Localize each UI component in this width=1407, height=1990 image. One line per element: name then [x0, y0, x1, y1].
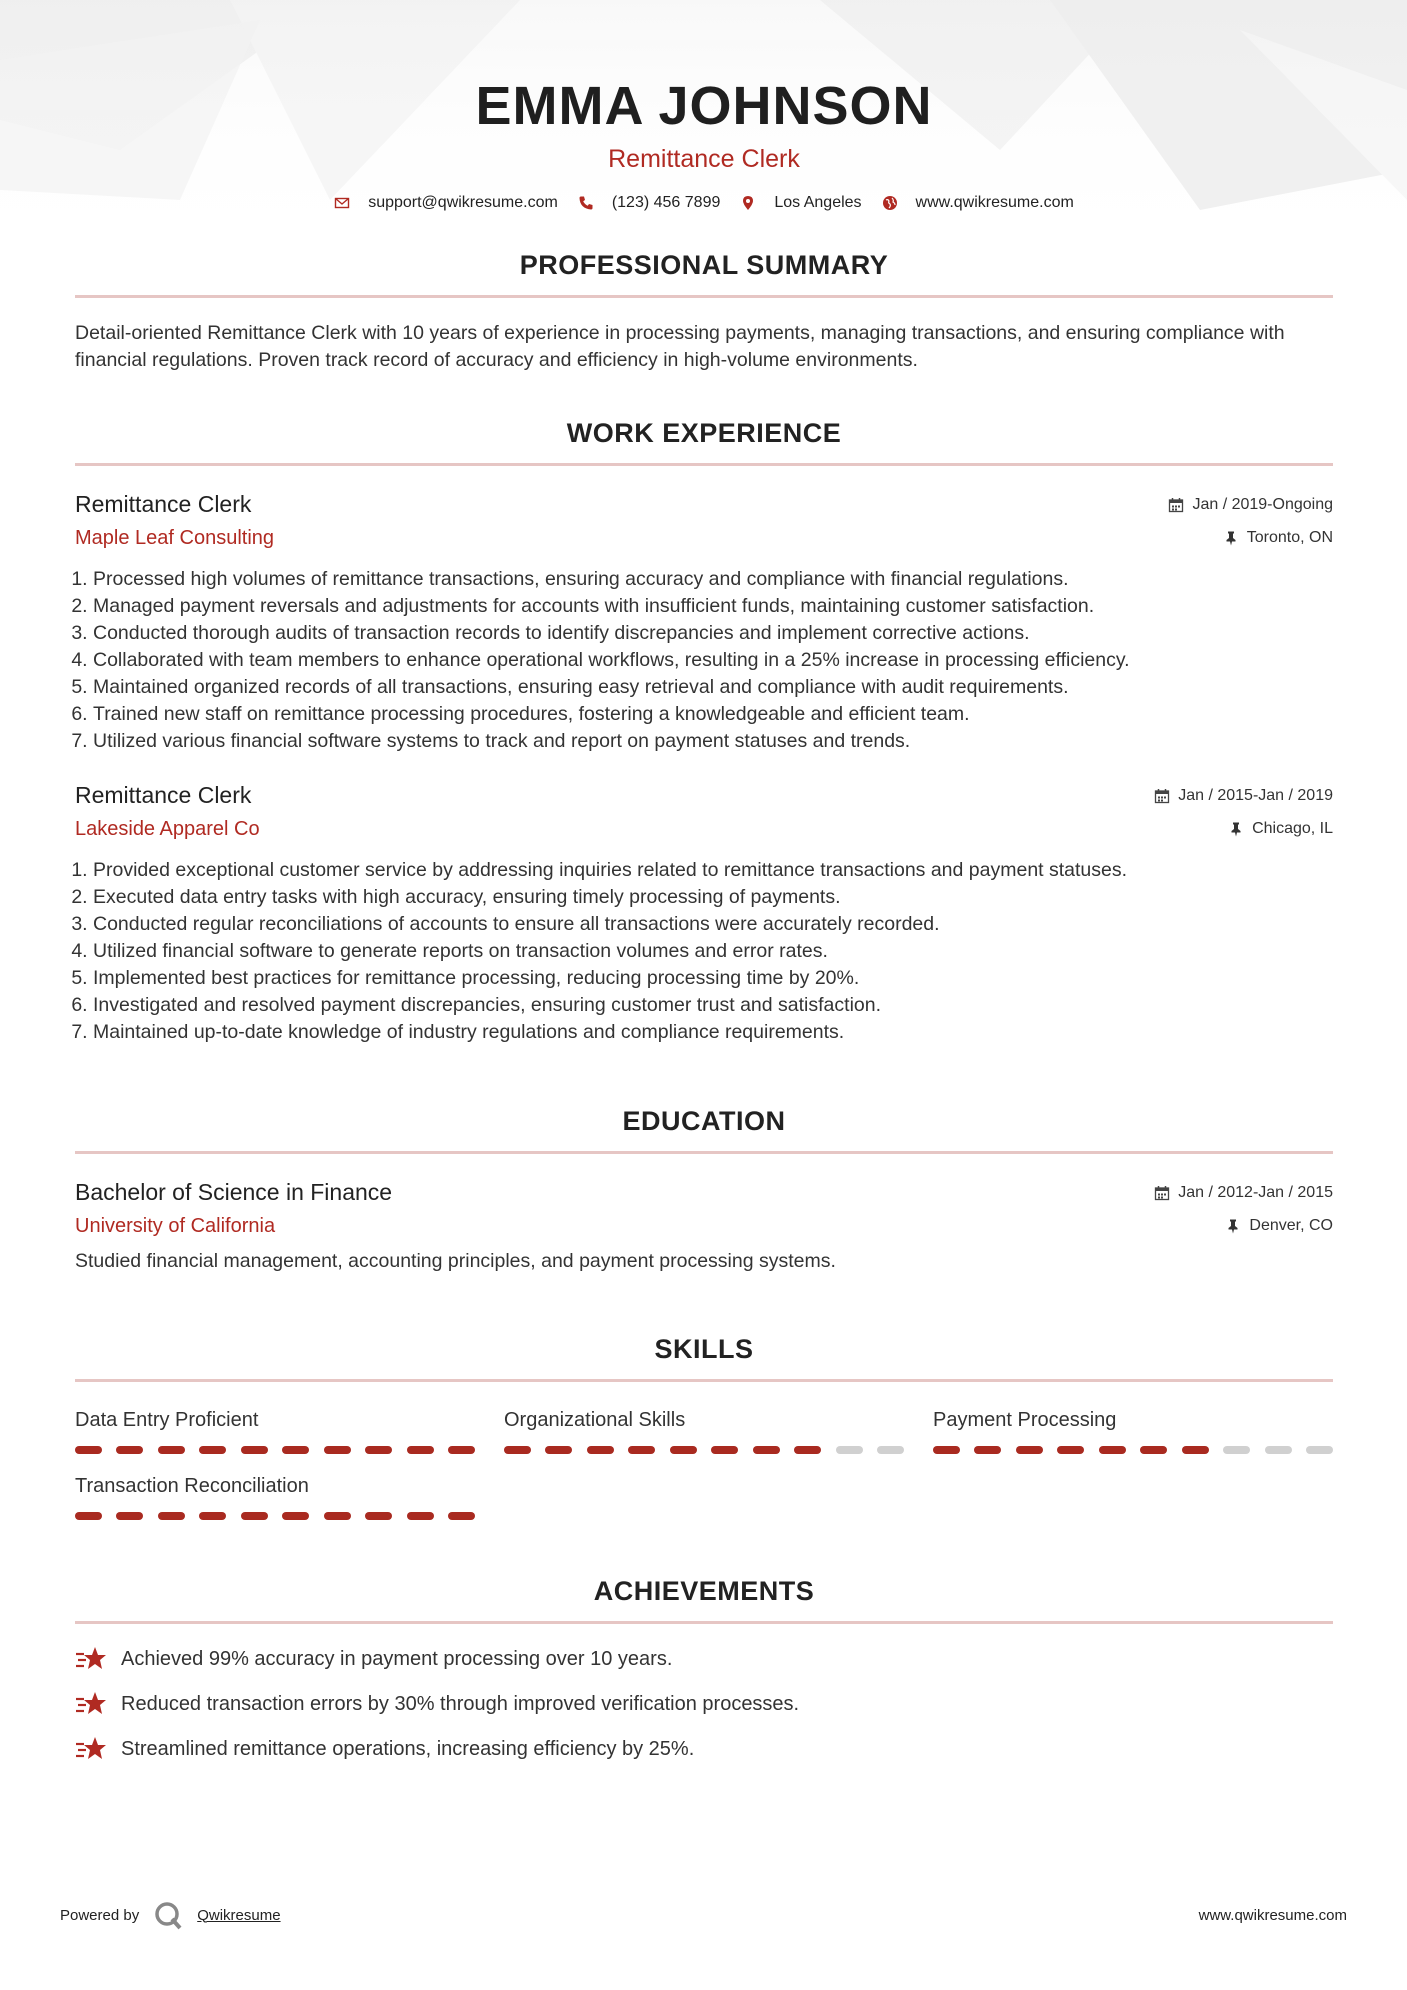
resume-page	[75, 0, 1333, 1781]
skill-dash-filled	[587, 1446, 614, 1454]
skill-dash-filled	[670, 1446, 697, 1454]
map-pin-icon	[740, 195, 756, 211]
achievement-text: Reduced transaction errors by 30% through improved verification processes.	[121, 1693, 800, 1715]
summary-text: Detail-oriented Remittance Clerk with 10 years of experience in processing payments, managing transactions, and ensuring compliance with financial regulations. Proven track record of accuracy and efficiency in high-volume environments.	[75, 322, 1285, 371]
section-divider	[75, 1379, 1333, 1382]
summary-heading: PROFESSIONAL SUMMARY	[519, 250, 889, 280]
skill-dash-filled	[324, 1446, 351, 1454]
resume-header	[75, 0, 1333, 212]
calendar-icon	[1154, 788, 1170, 804]
job-location	[1223, 529, 1333, 547]
calendar-icon	[1168, 497, 1184, 513]
job-bullet: 2. Executed data entry tasks with high accuracy, ensuring timely processing of payments.	[93, 884, 1333, 911]
skill-item	[504, 1408, 904, 1454]
skill-dash-filled	[407, 1512, 434, 1520]
skill-dash-filled	[75, 1446, 102, 1454]
contact-email[interactable]	[334, 194, 558, 212]
footer-website[interactable]: www.qwikresume.com	[1198, 1906, 1347, 1924]
skill-dash-filled	[199, 1512, 226, 1520]
skill-dash-filled	[448, 1512, 475, 1520]
skill-dash-filled	[1140, 1446, 1167, 1454]
achievement-text: Achieved 99% accuracy in payment processing over 10 years.	[121, 1648, 673, 1670]
contact-bar	[75, 194, 1333, 212]
skill-dash-filled	[241, 1446, 268, 1454]
job-bullet: 4. Utilized financial software to generate reports on transaction volumes and error rates.	[93, 938, 1333, 965]
skill-dash-filled	[628, 1446, 655, 1454]
job-bullet: 4. Collaborated with team members to enhance operational workflows, resulting in a 25% increase in processing efficiency.	[93, 647, 1333, 674]
skill-dash-empty	[1306, 1446, 1333, 1454]
section-divider	[75, 1621, 1333, 1624]
calendar-icon	[1154, 1185, 1170, 1201]
section-divider	[75, 463, 1333, 466]
achievement-text: Streamlined remittance operations, increasing efficiency by 25%.	[121, 1738, 695, 1760]
job-date	[1168, 496, 1333, 514]
job-bullets	[75, 857, 1333, 1046]
powered-by-label: Powered by	[60, 1906, 140, 1924]
pushpin-icon	[1228, 821, 1244, 837]
education-entry	[75, 1178, 1333, 1274]
skill-dash-filled	[199, 1446, 226, 1454]
globe-icon	[882, 195, 898, 211]
envelope-icon	[334, 195, 350, 211]
skill-dash-filled	[711, 1446, 738, 1454]
experience-section	[75, 418, 1333, 1046]
job-bullet: 7. Maintained up-to-date knowledge of industry regulations and compliance requirements.	[93, 1019, 1333, 1046]
job-bullet: 6. Investigated and resolved payment discrepancies, ensuring customer trust and satisfaction.	[93, 992, 1333, 1019]
achievements-section	[75, 1576, 1333, 1762]
star-award-icon	[75, 1691, 107, 1717]
job-entry	[75, 490, 1333, 755]
job-date-text: Jan / 2019-Ongoing	[1192, 496, 1333, 513]
skill-dash-filled	[504, 1446, 531, 1454]
summary-section	[75, 250, 1333, 374]
skill-dash-filled	[1016, 1446, 1043, 1454]
job-title: Remittance Clerk	[75, 491, 252, 517]
skill-dash-filled	[365, 1446, 392, 1454]
skill-dash-filled	[158, 1512, 185, 1520]
skill-dash-empty	[1265, 1446, 1292, 1454]
contact-website[interactable]	[882, 194, 1074, 212]
candidate-name: EMMA JOHNSON	[475, 76, 933, 136]
skill-dash-empty	[836, 1446, 863, 1454]
degree-title: Bachelor of Science in Finance	[75, 1179, 393, 1205]
skill-item	[75, 1408, 475, 1454]
star-award-icon	[75, 1646, 107, 1672]
education-heading: EDUCATION	[622, 1106, 786, 1136]
contact-phone[interactable]	[578, 194, 721, 212]
qwikresume-link[interactable]: Qwikresume	[197, 1906, 281, 1924]
skill-level-bar	[504, 1446, 904, 1454]
skill-dash-filled	[448, 1446, 475, 1454]
phone-text: (123) 456 7899	[611, 194, 721, 211]
skill-dash-filled	[75, 1512, 102, 1520]
skill-dash-filled	[974, 1446, 1001, 1454]
website-text: www.qwikresume.com	[915, 194, 1074, 211]
job-bullet: 2. Managed payment reversals and adjustments for accounts with insufficient funds, maintaining customer satisfaction.	[93, 593, 1333, 620]
pushpin-icon	[1223, 530, 1239, 546]
job-location-text: Toronto, ON	[1246, 529, 1333, 546]
phone-icon	[578, 195, 594, 211]
skills-heading: SKILLS	[654, 1334, 754, 1364]
education-date	[1154, 1184, 1333, 1202]
skill-item	[933, 1408, 1333, 1454]
skill-dash-filled	[158, 1446, 185, 1454]
skill-dash-filled	[282, 1446, 309, 1454]
skill-dash-filled	[324, 1512, 351, 1520]
section-divider	[75, 295, 1333, 298]
skill-dash-filled	[794, 1446, 821, 1454]
skill-level-bar	[75, 1512, 475, 1520]
job-bullet: 5. Maintained organized records of all transactions, ensuring easy retrieval and compliance with audit requirements.	[93, 674, 1333, 701]
achievement-item	[75, 1646, 1333, 1672]
achievement-item	[75, 1691, 1333, 1717]
education-location-text: Denver, CO	[1249, 1217, 1333, 1234]
powered-by	[60, 1900, 281, 1930]
email-text: support@qwikresume.com	[368, 194, 558, 211]
skill-level-bar	[75, 1446, 475, 1454]
skill-dash-filled	[241, 1512, 268, 1520]
page-footer	[60, 1900, 1347, 1930]
experience-heading: WORK EXPERIENCE	[566, 418, 842, 448]
job-title: Remittance Clerk	[75, 782, 252, 808]
qwikresume-logo-icon	[153, 1900, 183, 1930]
skill-dash-filled	[116, 1446, 143, 1454]
job-location	[1228, 820, 1333, 838]
education-description: Studied financial management, accounting principles, and payment processing systems.	[75, 1250, 836, 1272]
education-location	[1225, 1217, 1333, 1235]
skill-name: Payment Processing	[933, 1409, 1117, 1431]
achievements-list	[75, 1646, 1333, 1762]
job-date	[1154, 787, 1333, 805]
skill-dash-filled	[545, 1446, 572, 1454]
job-bullets	[75, 566, 1333, 755]
skill-dash-filled	[282, 1512, 309, 1520]
skill-level-bar	[933, 1446, 1333, 1454]
job-bullet: 3. Conducted regular reconciliations of accounts to ensure all transactions were accurately recorded.	[93, 911, 1333, 938]
achievement-item	[75, 1736, 1333, 1762]
company-name: Maple Leaf Consulting	[75, 527, 275, 549]
education-date-text: Jan / 2012-Jan / 2015	[1178, 1184, 1333, 1201]
job-bullet: 1. Processed high volumes of remittance transactions, ensuring accuracy and compliance with financial regulations.	[93, 566, 1333, 593]
pushpin-icon	[1225, 1218, 1241, 1234]
job-location-text: Chicago, IL	[1252, 820, 1333, 837]
job-bullet: 5. Implemented best practices for remittance processing, reducing processing time by 20%.	[93, 965, 1333, 992]
job-bullet: 1. Provided exceptional customer service by addressing inquiries related to remittance transactions and payment statuses.	[93, 857, 1333, 884]
skill-dash-filled	[753, 1446, 780, 1454]
education-section	[75, 1106, 1333, 1274]
skill-dash-filled	[1099, 1446, 1126, 1454]
skill-dash-filled	[365, 1512, 392, 1520]
skill-dash-filled	[407, 1446, 434, 1454]
location-text: Los Angeles	[774, 194, 862, 211]
job-entry	[75, 781, 1333, 1046]
contact-location	[740, 194, 861, 212]
skill-dash-filled	[116, 1512, 143, 1520]
skill-dash-empty	[877, 1446, 904, 1454]
job-bullet: 7. Utilized various financial software systems to track and report on payment statuses and trends.	[93, 728, 1333, 755]
skill-dash-filled	[1057, 1446, 1084, 1454]
skill-dash-filled	[1182, 1446, 1209, 1454]
company-name: Lakeside Apparel Co	[75, 818, 260, 840]
section-divider	[75, 1151, 1333, 1154]
candidate-role: Remittance Clerk	[608, 145, 800, 173]
job-date-text: Jan / 2015-Jan / 2019	[1178, 787, 1333, 804]
skills-grid	[75, 1408, 1333, 1520]
skill-item	[75, 1474, 475, 1520]
job-bullet: 6. Trained new staff on remittance processing procedures, fostering a knowledgeable and efficient team.	[93, 701, 1333, 728]
skill-dash-filled	[933, 1446, 960, 1454]
achievements-heading: ACHIEVEMENTS	[593, 1576, 815, 1606]
job-bullet: 3. Conducted thorough audits of transaction records to identify discrepancies and implement corrective actions.	[93, 620, 1333, 647]
skill-name: Organizational Skills	[504, 1409, 686, 1431]
skill-dash-empty	[1223, 1446, 1250, 1454]
skills-section	[75, 1334, 1333, 1520]
skill-name: Transaction Reconciliation	[75, 1475, 309, 1497]
star-award-icon	[75, 1736, 107, 1762]
skill-name: Data Entry Proficient	[75, 1409, 259, 1431]
school-name: University of California	[75, 1215, 276, 1237]
